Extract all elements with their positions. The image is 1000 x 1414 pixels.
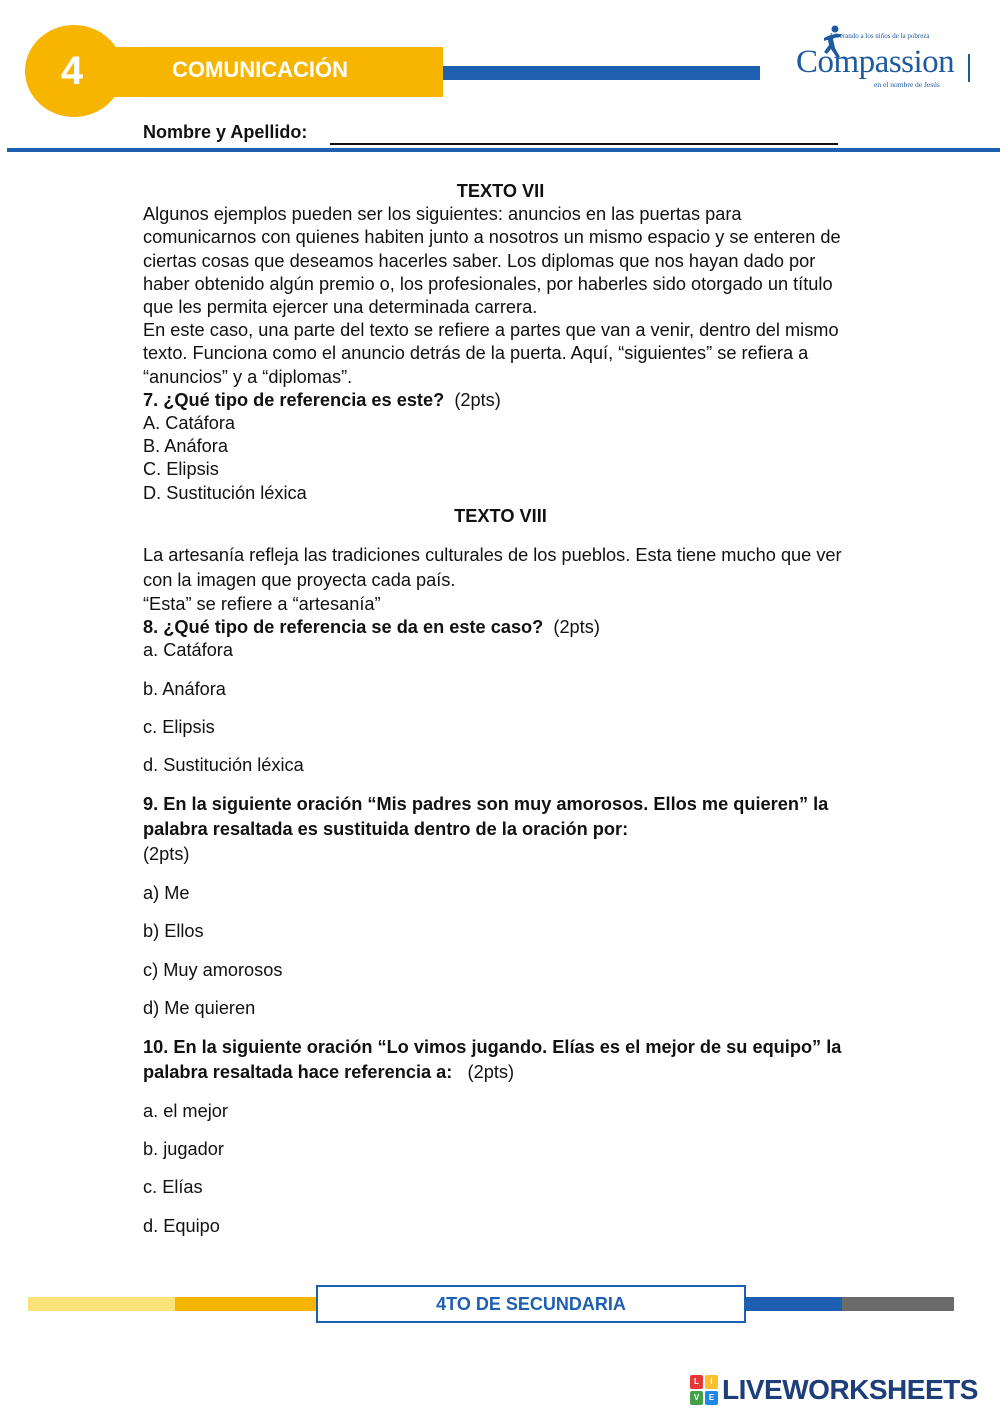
texto-vii-paragraph-2: En este caso, una parte del texto se refiere a partes que van a venir, dentro del mismo texto. Funciona como el anuncio detrás de la puerta. Aquí, “siguientes” se refiera a “anuncios” y a “diplomas”. [143,320,839,387]
footer-level-label: 4TO DE SECUNDARIA [436,1294,626,1314]
question-10-text: 10. En la siguiente oración “Lo vimos jugando. Elías es el mejor de su equipo” la palabra resaltada hace referencia a: [143,1037,842,1083]
texto-viii-title: TEXTO VIII [454,505,547,526]
grade-badge [25,25,123,117]
question-7-points: (2pts) [454,389,501,410]
question-10-points: (2pts) [467,1062,515,1083]
question-8-points: (2pts) [553,617,600,638]
question-9 [143,792,858,867]
icon-letter-i: I [705,1375,718,1389]
liveworksheets-icon [690,1375,718,1405]
footer-level-box [316,1285,746,1323]
footer-bar-light-yellow [28,1297,178,1311]
question-9-points: (2pts) [143,844,190,865]
question-10-option-b[interactable]: b. jugador [143,1139,224,1160]
icon-letter-e: E [705,1391,718,1405]
worksheet-content [143,180,858,1238]
logo-divider [968,54,970,82]
header-blue-bar [443,66,760,80]
texto-vii-title: TEXTO VII [456,181,545,201]
footer-bar-blue [746,1297,842,1311]
question-8-option-d[interactable]: d. Sustitución léxica [143,755,304,776]
compassion-logo [790,24,980,94]
question-7-text: 7. ¿Qué tipo de referencia es este? [143,389,445,410]
question-7-option-a[interactable]: A. Catáfora [143,413,235,434]
question-8-option-b[interactable]: b. Anáfora [143,678,226,699]
question-9-option-a[interactable]: a) Me [143,883,190,904]
icon-letter-l: L [690,1375,703,1389]
question-8-option-a[interactable]: a. Catáfora [143,640,233,661]
question-10-option-c[interactable]: c. Elías [143,1177,203,1198]
logo-wordmark: Compassion [796,44,955,80]
texto-viii-paragraph-2: “Esta” se refiere a “artesanía” [143,594,381,615]
question-7-option-b[interactable]: B. Anáfora [143,436,228,457]
question-10-option-a[interactable]: a. el mejor [143,1101,228,1122]
question-8 [143,616,858,639]
question-7-option-d[interactable]: D. Sustitución léxica [143,482,307,503]
texto-viii-paragraph-1: La artesanía refleja las tradiciones culturales de los pueblos. Esta tiene mucho que ver con la imagen que proyecta cada país. [143,545,842,591]
question-10 [143,1035,858,1085]
footer-bar-gray [842,1297,954,1311]
question-10-option-d[interactable]: d. Equipo [143,1215,220,1236]
subject-banner [100,47,443,97]
subject-title: COMUNICACIÓN [172,57,348,82]
question-9-option-b[interactable]: b) Ellos [143,921,204,942]
liveworksheets-brand [690,1372,978,1408]
question-9-option-d[interactable]: d) Me quieren [143,997,256,1018]
name-input-line[interactable] [330,143,838,145]
name-label: Nombre y Apellido: [143,122,308,142]
logo-subline: en el nombre de Jesús [874,80,940,89]
texto-vii-paragraph-1: Algunos ejemplos pueden ser los siguientes: anuncios en las puertas para comunicarnos con quienes habiten junto a nosotros un mismo espacio y se enteren de ciertas cosas que deseamos hacerles saber. Los diplomas que nos hayan dado por haber obtenido algún premio o, los profesionales, por haberles sido otorgado un título que les permita ejercer una determinada carrera. [143,204,841,318]
liveworksheets-wordmark: LIVEWORKSHEETS [722,1374,978,1405]
question-9-text: 9. En la siguiente oración “Mis padres son muy amorosos. Ellos me quieren” la palabra resaltada es sustituida dentro de la oración por: [143,794,829,840]
question-7-option-c[interactable]: C. Elipsis [143,459,219,480]
logo-tagline: Liberando a los niños de la pobreza [830,32,930,40]
icon-letter-v: V [690,1391,703,1405]
header-rule [7,148,1000,152]
grade-number: 4 [60,48,84,93]
question-7 [143,389,858,412]
footer-bar-yellow [175,1297,320,1311]
question-9-option-c[interactable]: c) Muy amorosos [143,959,283,980]
question-8-text: 8. ¿Qué tipo de referencia se da en este caso? [143,617,544,638]
question-8-option-c[interactable]: c. Elipsis [143,716,215,737]
